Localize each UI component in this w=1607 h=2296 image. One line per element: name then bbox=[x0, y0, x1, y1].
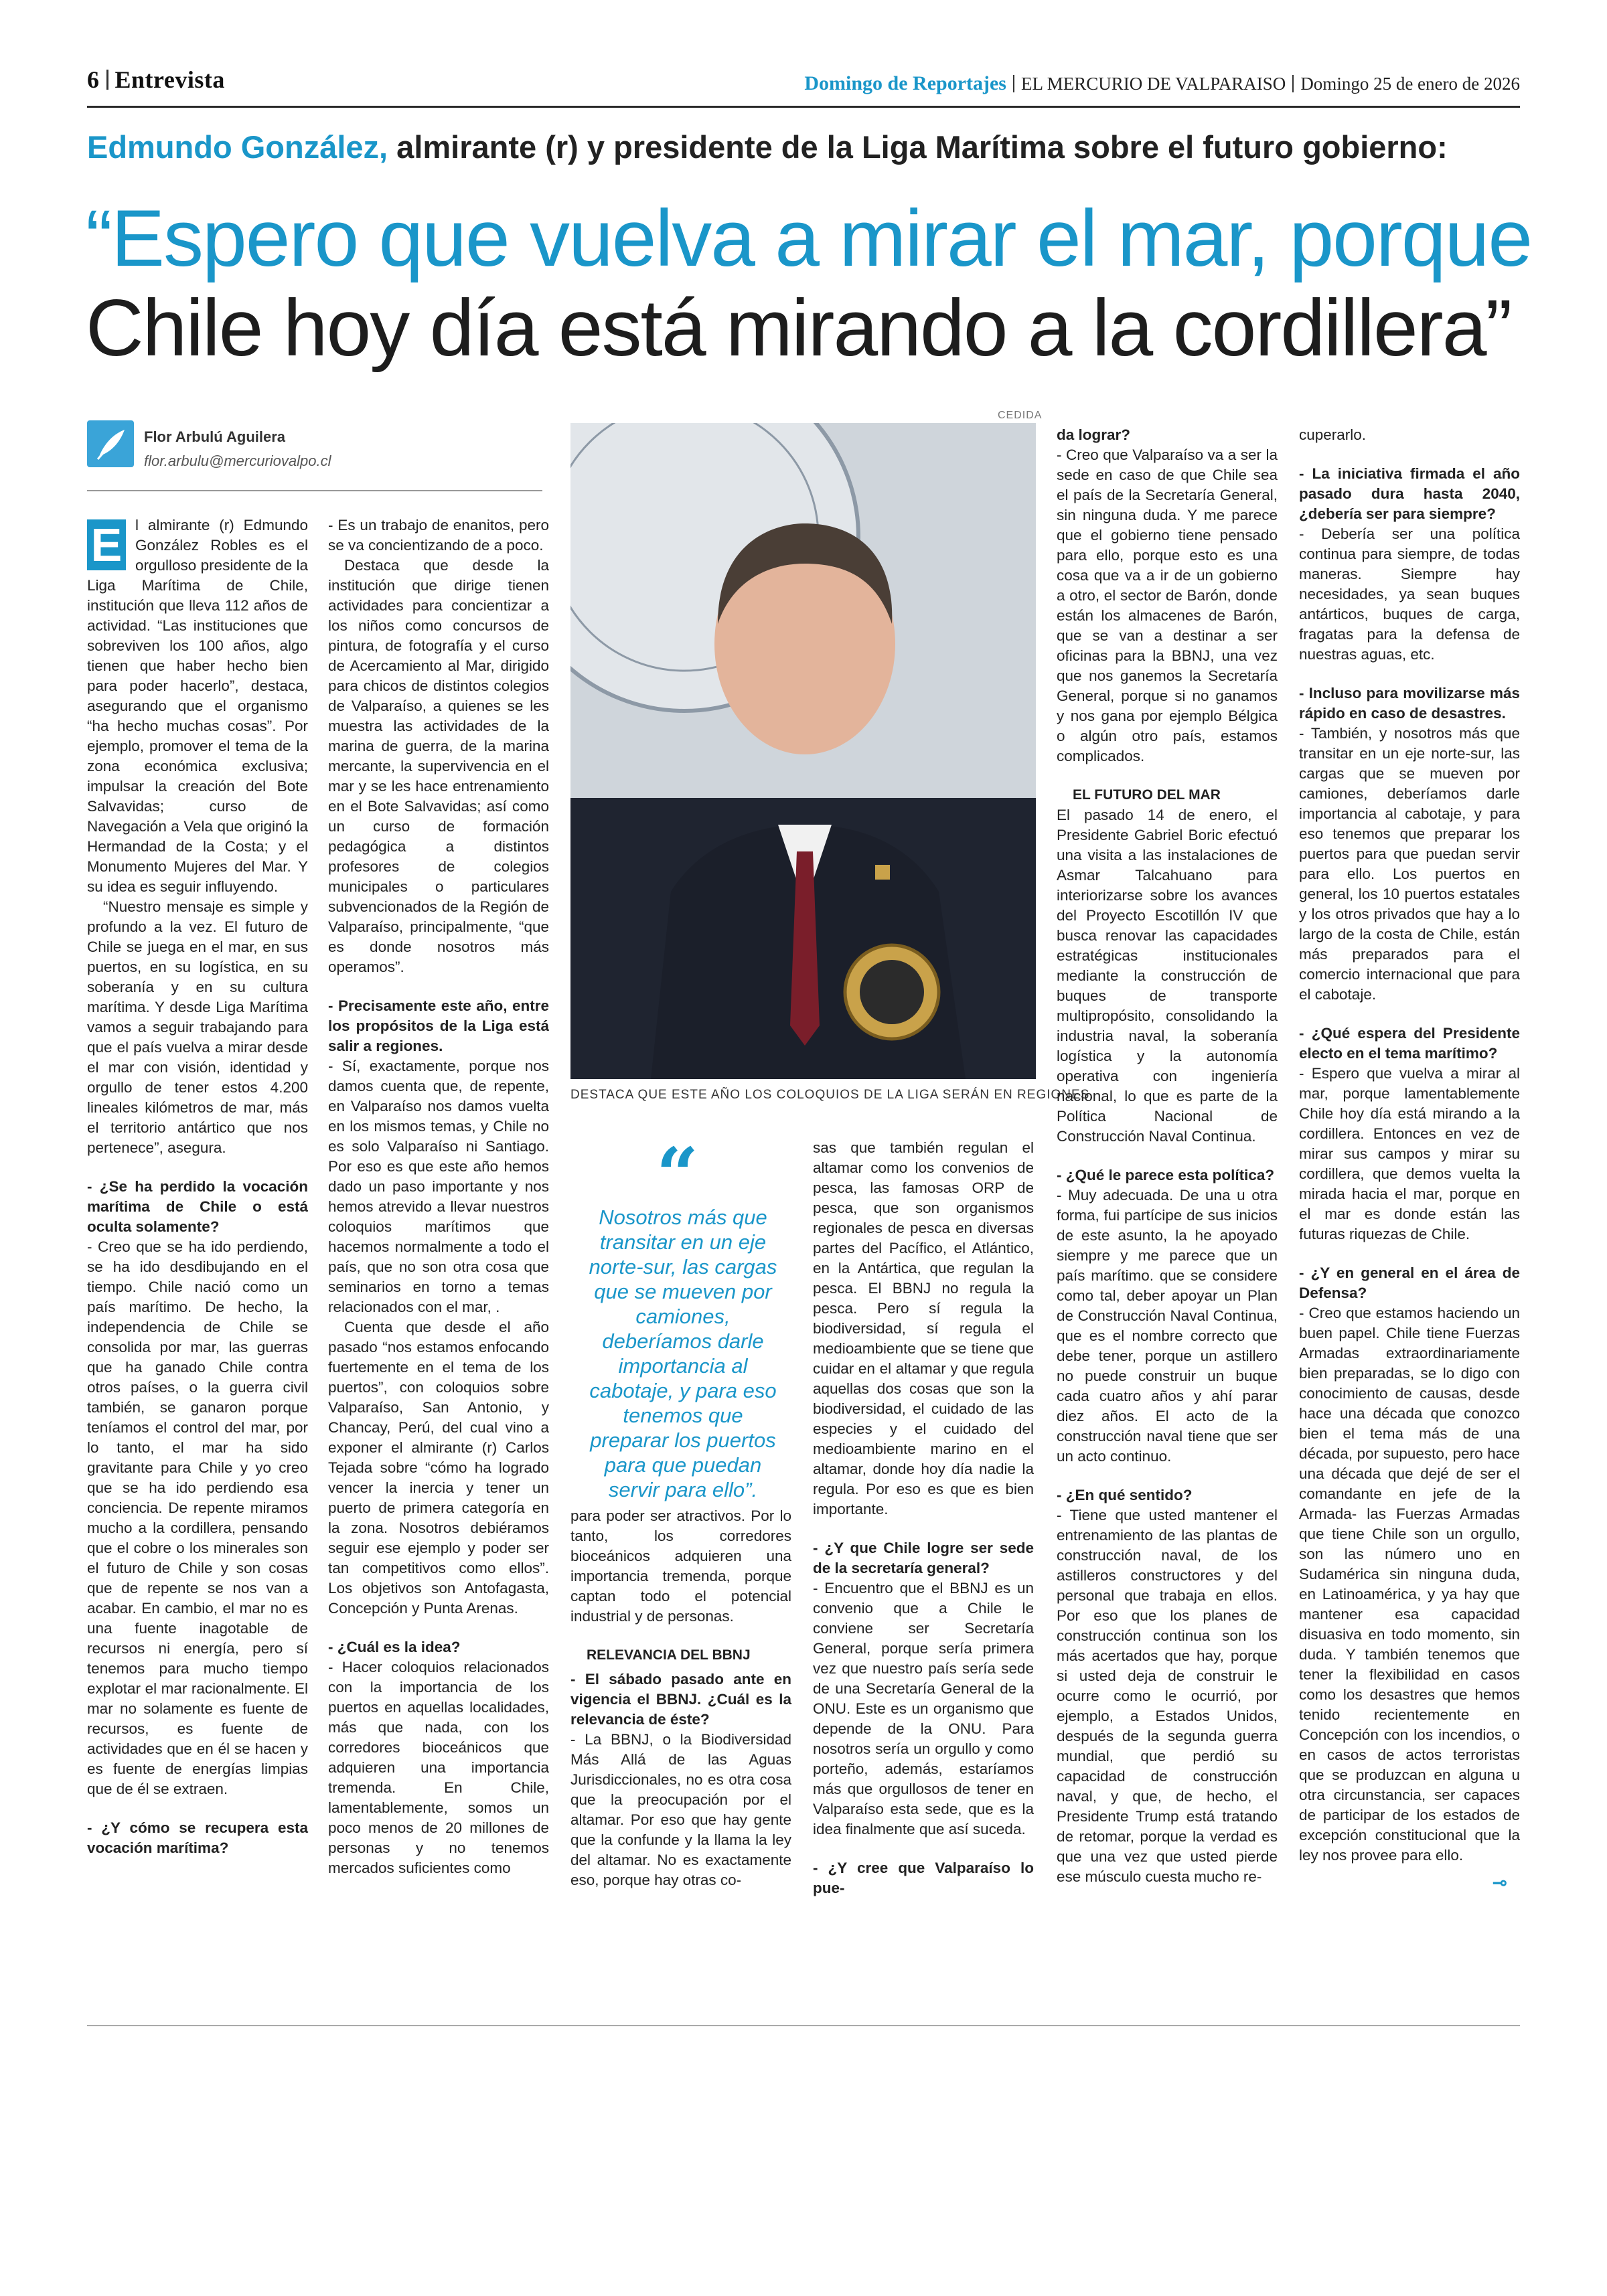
body-paragraph: Destaca que desde la institución que dirige tienen actividades para concientizar a los niños como concursos de pintura, de fotografía y el curso de Acercamiento al Mar, dirigido para chicos de distintos colegios de Valparaíso, a quienes se les muestra las actividades de la marina de guerra, de la marina mercante, la supervivencia en el mar y se les hace entrenamiento en el Bote Salvavidas; así como un curso de formación pedagógica a distintos profesores de colegios municipales o particulares subvencionados de la Región de Valparaíso, principalmente, “que es donde nosotros más operamos”. bbox=[328, 557, 549, 975]
answer: - Creo que Valparaíso va a ser la sede en caso de que Chile sea el país de la Secretaría General, sin ninguna duda. Y me parece que el gobierno tiene pensado para ello, porque esto es una cosa que va a ir de un gobierno a otro, el sector de Barón, donde están los almacenes de Barón, que se van a destinar a ser oficinas para la BBNJ, una vez que nos ganemos la Secretaría General, porque si no ganamos y nos gana por ejemplo Bélgica o algún otro país, estamos complicados. bbox=[1057, 446, 1278, 764]
end-of-article-icon: ⊸ bbox=[1492, 1872, 1508, 1893]
question: - Precisamente este año, entre los propósitos de la Liga está salir a regiones. bbox=[328, 997, 549, 1054]
portrait-photo bbox=[570, 423, 1036, 1079]
article-column-3 bbox=[570, 1506, 791, 1890]
quote-icon: “ bbox=[656, 1131, 699, 1218]
answer: - También, y nosotros más que transitar en un eje norte-sur, las cargas que se mueven por camiones, deberíamos darle importancia al cabotaje, y para eso tenemos que preparar los puertos para que puedan servir para ello. Los puertos en general, los 10 puertos estatales y los otros privados que hay a lo largo de la costa de Chile, están más preparados para el comercio internacional que para el cabotaje. bbox=[1299, 725, 1520, 1003]
question: da lograr? bbox=[1057, 426, 1131, 443]
body-paragraph: sas que también regulan el altamar como los convenios de pesca, las famosas ORP de pesca, que son organismos regionales de pesca en diversas partes del Pacífico, el Atlántico, en la Antártica, que regulan la pesca. El BBNJ no regula la pesca. Pero sí regula la biodiversidad, sí regula el medioambiente que se tiene que cuidar en el altamar y que regula aquellas dos cosas que son la biodiversidad, el cuidado de las especies y el cuidado del medioambiente marino en el altamar, donde hoy día nadie la regula. Por eso es que es bien importante. bbox=[813, 1139, 1034, 1518]
pull-quote: Nosotros más que transitar en un eje norte-sur, las cargas que se mueven por camiones, deberíamos darle importancia al cabotaje, y para eso tenemos que preparar los puertos para que puedan servir para ello”. bbox=[589, 1206, 777, 1501]
newspaper-name: EL MERCURIO DE VALPARAISO bbox=[1021, 74, 1286, 94]
question: - ¿Y que Chile logre ser sede de la secretaría general? bbox=[813, 1540, 1034, 1576]
kicker-name: Edmundo González, bbox=[87, 129, 388, 165]
answer: - Creo que se ha ido perdiendo, se ha ido desdibujando en el tiempo. Chile nació como un país marítimo. De hecho, la independencia de Chile se consolida por mar, las guerras que ha ganado Chile contra otros países, o la guerra civil también, se ganaron porque teníamos el control del mar, por lo tanto, el mar ha sido gravitante para Chile y yo creo que se ha ido perdiendo esa conciencia. De repente miramos mucho a la cordillera, pensando que el cobre o los minerales son el futuro de Chile y son cosas que de repente se nos van a acabar. En cambio, el mar no es una fuente inagotable de recursos ni energía, pero sí tenemos para mucho tiempo explotar el mar racionalmente. El mar no solamente es fuente de recursos, es fuente de actividades que en él se hacen y es fuente de energías limpias que de él se extraen. bbox=[87, 1238, 308, 1797]
question: - ¿Y en general en el área de Defensa? bbox=[1299, 1264, 1520, 1301]
answer: - Es un trabajo de enanitos, pero se va concientizando de a poco. bbox=[328, 517, 549, 554]
question: - La iniciativa firmada el año pasado dura hasta 2040, ¿debería ser para siempre? bbox=[1299, 465, 1520, 522]
page-number: 6 bbox=[87, 66, 100, 93]
supplement-name: Domingo de Reportajes bbox=[804, 72, 1006, 94]
photo-credit: CEDIDA bbox=[998, 410, 1043, 421]
kicker bbox=[87, 129, 1448, 165]
intro-paragraph bbox=[87, 515, 308, 897]
body-paragraph: “Nuestro mensaje es simple y profundo a la vez. El futuro de Chile se juega en el mar, en sus puertos, en su logística, en su soberanía y en su cultura marítima. Y desde Liga Marítima vamos a seguir trabajando para que el país vuelva a mirar desde el mar con visión, identidad y orgullo de tener estos 4.200 lineales kilómetros de mar, más el territorio antártico que nos pertenece”, asegura. bbox=[87, 898, 308, 1156]
header-divider bbox=[1292, 75, 1294, 92]
article-column-6 bbox=[1299, 425, 1520, 1866]
page-header-right bbox=[804, 72, 1520, 95]
body-paragraph: Cuenta que desde el año pasado “nos estamos enfocando fuertemente en el tema de los puertos”, con coloquios sobre Valparaíso, San Antonio, y Chancay, Perú, del cual vino a exponer el almirante (r) Carlos Tejada sobre “cómo ha logrado vencer la inercia y tener un puerto de primera categoría en la zona. Nosotros debiéramos seguir ese ejemplo y poder ser tan competitivos como ellos”. Los objetivos son Antofagasta, Concepción y Punta Arenas. bbox=[328, 1319, 549, 1617]
drop-cap: E bbox=[87, 519, 126, 570]
answer: - Encuentro que el BBNJ es un convenio que a Chile le conviene ser Secretaría General, porque sería primera vez que nuestro país sería sede de una Secretaría General de la ONU. Este es un organismo que depende de la ONU. Para nosotros sería un orgullo y como porteño, además, estaríamos más que orgullosos de tener en Valparaíso esta sede, que es la idea finalmente que así suceda. bbox=[813, 1580, 1034, 1837]
article-column-4 bbox=[813, 1138, 1034, 1898]
question: - ¿Y cómo se recupera esta vocación marítima? bbox=[87, 1819, 308, 1856]
quill-icon bbox=[87, 420, 134, 467]
byline-rule bbox=[87, 490, 542, 491]
header-divider bbox=[106, 70, 108, 90]
question: - ¿En qué sentido? bbox=[1057, 1487, 1193, 1503]
answer: - Tiene que usted mantener el entrenamiento de las plantas de construcción naval, de los astilleros constructores y del personal que trabaja en ellos. Por eso que los planes de construcción continua son los más acertados que hay, porque si usted deja de construir le ocurre como le ocurrió, por ejemplo, a Estados Unidos, después de la segunda guerra mundial, que perdió su capacidad de construcción naval, y que, de hecho, el Presidente Trump está tratando de retomar, porque la verdad es que una vez que usted pierde ese músculo cuesta mucho re- bbox=[1057, 1507, 1278, 1885]
question: - El sábado pasado ante en vigencia el BBNJ. ¿Cuál es la relevancia de éste? bbox=[570, 1671, 791, 1728]
article-column-2 bbox=[328, 515, 549, 1878]
footer-rule bbox=[87, 2025, 1520, 2026]
section-name: Entrevista bbox=[114, 66, 225, 93]
intro-text: l almirante (r) Edmundo González Robles es el orgulloso presidente de la Liga Marítima de Chile, institución que lleva 112 años de actividad. “Las instituciones que sobreviven los 100 años, algo tienen que haber hecho bien para poder hacerlo”, destaca, asegurando que el organismo “ha hecho muchas cosas”. Por ejemplo, promover el tema de la zona económica exclusiva; impulsar la creación del Bote Salvavidas; curso de Navegación a Vela que originó la Hermandad de la Costa; y el Monumento Mujeres del Mar. Y su idea es seguir influyendo. bbox=[87, 517, 308, 895]
answer: - Hacer coloquios relacionados con la importancia de los puertos en aquellas localidades, más que nada, con los corredores bioceánicos que adquieren una importancia tremenda. En Chile, lamentablemente, somos un poco menos de 20 millones de personas y no tenemos mercados suficientes como bbox=[328, 1659, 549, 1876]
header-divider bbox=[1013, 75, 1014, 92]
headline-line-2: Chile hoy día está mirando a la cordillera” bbox=[86, 283, 1511, 373]
question: - Incluso para movilizarse más rápido en caso de desastres. bbox=[1299, 685, 1520, 722]
body-paragraph: para poder ser atractivos. Por lo tanto, los corredores bioceánicos adquieren una importancia tremenda, porque captan todo el potencial industrial y de personas. bbox=[570, 1507, 791, 1625]
author-email[interactable]: flor.arbulu@mercuriovalpo.cl bbox=[144, 453, 331, 469]
subheading: RELEVANCIA DEL BBNJ bbox=[587, 1647, 751, 1663]
body-paragraph: El pasado 14 de enero, el Presidente Gabriel Boric efectuó una visita a las instalaciones de Asmar Talcahuano para interiorizarse sobre los avances del Proyecto Escotillón IV que busca renovar las capacidades estratégicas institucionales mediante la construcción de buques de transporte multipropósito, consolidando la industria naval, la soberanía logística y la autonomía operativa con ingeniería nacional, lo que es parte de la Política Nacional de Construcción Naval Continua. bbox=[1057, 807, 1278, 1145]
answer: - Creo que estamos haciendo un buen papel. Chile tiene Fuerzas Armadas extraordinariamente bien preparadas, se lo digo con conocimiento de causas, desde hace una década que conozco bien el tema más de una década, por supuesto, pero hace una década que dejé de ser el comandante en jefe de la Armada- las Fuerzas Armadas que tiene Chile son un orgullo, son las número uno en Sudamérica sin ninguna duda, en Latinoamérica, y ya hay que mantener esa capacidad disuasiva en todo momento, sin duda. Y también tenemos que tener la flexibilidad en casos como los desastres que hemos tenido recientemente en Concepción con los incendios, o en casos de actos terroristas que se produzcan en alguna u otra circunstancia, ser capaces de participar de los estados de excepción constitucional que la ley nos provee para ello. bbox=[1299, 1305, 1520, 1864]
answer: - Espero que vuelva a mirar al mar, porque lamentablemente Chile hoy día está mirando a la cordillera. Entonces en vez de mirar sus campos y mirar su cordillera, que demos vuelta la mirada hacia el mar, porque en el mar es donde están las futuras riquezas de Chile. bbox=[1299, 1065, 1520, 1242]
article-column-5 bbox=[1057, 425, 1278, 1887]
kicker-text: almirante (r) y presidente de la Liga Marítima sobre el futuro gobierno: bbox=[388, 129, 1448, 165]
page-header-left bbox=[87, 66, 225, 94]
issue-date: Domingo 25 de enero de 2026 bbox=[1300, 74, 1520, 94]
question: - ¿Qué espera del Presidente electo en el tema marítimo? bbox=[1299, 1025, 1520, 1062]
photo-caption: DESTACA QUE ESTE AÑO LOS COLOQUIOS DE LA LIGA SERÁN EN REGIONES. bbox=[570, 1088, 1094, 1102]
header-rule bbox=[87, 106, 1520, 108]
question: - ¿Y cree que Valparaíso lo pue- bbox=[813, 1860, 1034, 1896]
answer: - La BBNJ, o la Biodiversidad Más Allá de las Aguas Jurisdiccionales, no es otra cosa que la preocupación por el altamar. Por eso que hay gente que la confunde y la llama la ley del altamar. No es exactamente eso, porque hay otras co- bbox=[570, 1731, 791, 1888]
article-column-1 bbox=[87, 515, 308, 1858]
question: - ¿Qué le parece esta política? bbox=[1057, 1167, 1275, 1183]
answer: - Debería ser una política continua para siempre, de todas maneras. Siempre hay necesidades, ya sean buques antárticos, buques de carga, fragatas para la defensa de nuestras aguas, etc. bbox=[1299, 525, 1520, 663]
subheading: EL FUTURO DEL MAR bbox=[1073, 787, 1221, 803]
question: - ¿Se ha perdido la vocación marítima de Chile o está oculta solamente? bbox=[87, 1178, 308, 1235]
answer: - Muy adecuada. De una u otra forma, fui partícipe de sus inicios de este asunto, la he apoyado siempre y me parece que un país marítimo. que se considere como tal, deber apoyar un Plan de Construcción Naval Continua, que es el nombre correcto que debe tener, porque un astillero no puede construir un buque cada cuatro años y ahí parar diez años. El acto de la construcción naval tiene que ser un acto continuo. bbox=[1057, 1187, 1278, 1465]
body-paragraph: cuperarlo. bbox=[1299, 426, 1367, 443]
author-name: Flor Arbulú Aguilera bbox=[144, 428, 286, 445]
question: - ¿Cuál es la idea? bbox=[328, 1639, 461, 1655]
answer: - Sí, exactamente, porque nos damos cuenta que, de repente, en Valparaíso nos damos vuelta en los mismos temas, y Chile no es solo Valparaíso ni Santiago. Por eso es que este año hemos dado un paso importante y nos hemos atrevido a llevar nuestros coloquios marítimos que hacemos normalmente a todo el país, que no son otra cosa que seminarios en torno a temas relacionados con el mar, . bbox=[328, 1058, 549, 1315]
headline-line-1: “Espero que vuelva a mirar el mar, porque bbox=[86, 193, 1532, 283]
